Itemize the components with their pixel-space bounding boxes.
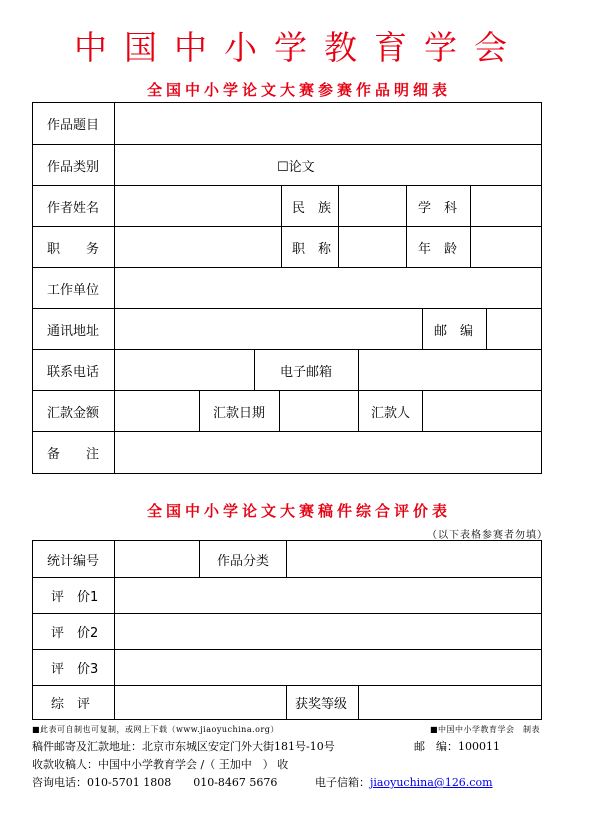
label-remarks: 备 注 (47, 447, 100, 462)
row-position (33, 226, 541, 267)
evaluation-form-table (32, 540, 542, 720)
label-eval1: 评 价1 (51, 590, 99, 605)
label-eval3: 评 价3 (51, 662, 99, 677)
row-work-category (33, 144, 541, 185)
row-address (33, 308, 541, 349)
label-work-class: 作品分类 (217, 553, 270, 569)
label-eval2: 评 价2 (51, 626, 99, 641)
mail-address: 稿件邮寄及汇款地址：北京市东城区安定门外大街181号-10号 (32, 740, 335, 753)
row-eval1 (33, 577, 541, 613)
entry-form-table (32, 102, 542, 474)
page-title: 中国中小学教育学会 (74, 28, 524, 67)
label-subject: 学 科 (418, 200, 458, 216)
label-work-category: 作品类别 (47, 159, 100, 175)
label-ethnicity: 民 族 (292, 200, 332, 216)
label-workplace: 工作单位 (47, 282, 100, 298)
row-remittance (33, 390, 541, 431)
entry-form-title: 全国中小学论文大赛参赛作品明细表 (146, 81, 451, 99)
label-remitter: 汇款人 (371, 405, 411, 421)
label-phone: 联系电话 (47, 364, 100, 380)
label-title-rank: 职 称 (292, 241, 332, 257)
copy-note: ■此表可自制也可复制，或网上下载（www.jiaoyuchina.org） (32, 725, 279, 734)
row-overall (33, 685, 541, 719)
footer-email-row (315, 774, 493, 790)
row-phone (33, 349, 541, 390)
label-position: 职 务 (47, 241, 100, 257)
label-award-level: 获奖等级 (295, 697, 348, 712)
category-paper-checkbox[interactable]: ☐论文 (277, 159, 315, 175)
row-author (33, 185, 541, 226)
label-overall: 综 评 (51, 697, 91, 712)
row-workplace (33, 267, 541, 308)
row-eval2 (33, 613, 541, 649)
label-postcode: 邮 编 (434, 323, 474, 339)
row-remarks (33, 431, 541, 473)
label-remit-date: 汇款日期 (213, 405, 266, 421)
label-email: 电子邮箱 (280, 364, 333, 380)
row-serial (33, 541, 541, 577)
recipient: 收款收稿人：中国中小学教育学会 /（ 王加中 ） 收 (32, 758, 289, 771)
email-link[interactable]: jiaoyuchina@126.com (370, 776, 493, 789)
consult-phone: 咨询电话：010-5701 1808 010-8467 5676 (32, 776, 278, 789)
label-age: 年 龄 (418, 241, 458, 257)
label-address: 通讯地址 (47, 323, 100, 339)
row-eval3 (33, 649, 541, 685)
label-remit-amount: 汇款金额 (47, 405, 100, 421)
label-author-name: 作者姓名 (47, 200, 100, 216)
email-label: 电子信箱： (315, 776, 370, 789)
label-work-title: 作品题目 (47, 118, 100, 133)
made-by-note: ■中国中小学教育学会 制表 (430, 725, 541, 734)
label-serial-no: 统计编号 (47, 553, 100, 569)
row-work-title (33, 103, 541, 144)
participants-do-not-fill-note: （以下表格参赛者勿填） (427, 530, 548, 541)
footer-postcode: 邮 编：100011 (414, 740, 500, 753)
evaluation-form-title: 全国中小学论文大赛稿件综合评价表 (146, 502, 451, 520)
